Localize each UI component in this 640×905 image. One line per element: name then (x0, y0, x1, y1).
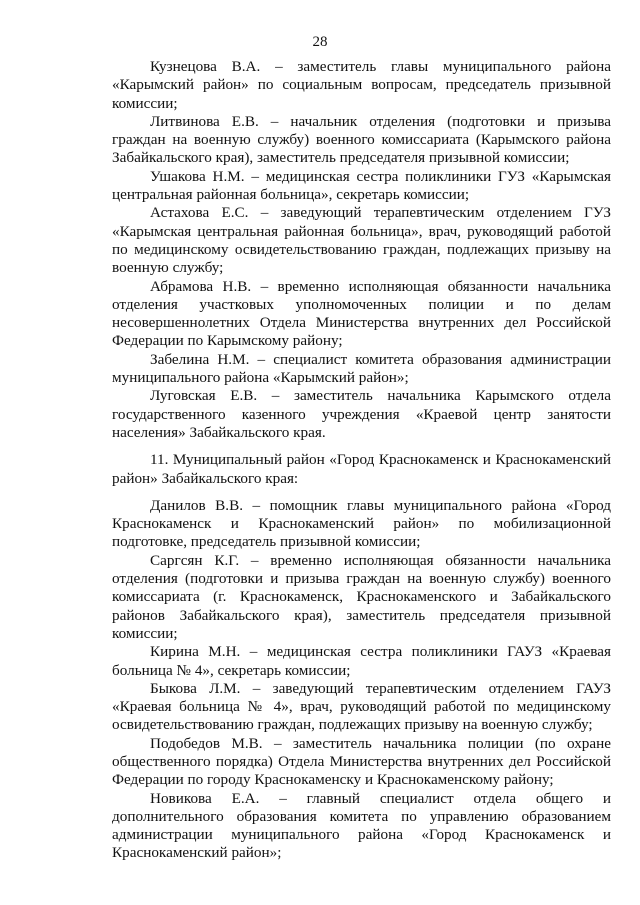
paragraph-litvinova: Литвинова Е.В. – начальник отделения (подготовки и призыва граждан на военную службу) военного комиссариата (Карымского района Забайкальского края), заместитель председателя призывной комиссии; (112, 112, 611, 167)
paragraph-novikova: Новикова Е.А. – главный специалист отдела общего и дополнительного образования комитета по управлению образованием администрации муниципального района «Город Краснокаменск и Краснокаменский район»; (112, 789, 611, 862)
paragraph-kuznetsova: Кузнецова В.А. – заместитель главы муниципального района «Карымский район» по социальным вопросам, председатель призывной комиссии; (112, 58, 611, 112)
page-number: 28 (312, 34, 328, 50)
paragraph-danilov: Данилов В.В. – помощник главы муниципального района «Город Краснокаменск и Краснокаменский район» по мобилизационной подготовке, председатель призывной комиссии; (112, 496, 611, 551)
paragraph-podobedov: Подобедов М.В. – заместитель начальника полиции (по охране общественного порядка) Отдела Министерства внутренних дел Российской Федерации по городу Краснокаменску и Краснокаменскому району; (112, 734, 611, 789)
paragraph-sargsyan: Саргсян К.Г. – временно исполняющая обязанности начальника отделения (подготовки и призыва граждан на военную службу) военного комиссариата (г. Краснокаменск, Краснокаменского и Забайкальского районов Забайкальского края), заместитель председателя призывной комиссии; (112, 551, 611, 642)
paragraph-lugovskaya: Луговская Е.В. – заместитель начальника Карымского отдела государственного казенного учреждения «Краевой центр занятости населения» Забайкальского края. (112, 387, 611, 441)
paragraph-kirina: Кирина М.Н. – медицинская сестра поликлиники ГАУЗ «Краевая больница № 4», секретарь комиссии; (112, 643, 611, 679)
paragraph-ushakova: Ушакова Н.М. – медицинская сестра поликлиники ГУЗ «Карымская центральная районная больница», секретарь комиссии; (112, 167, 611, 204)
paragraph-abramova: Абрамова Н.В. – временно исполняющая обязанности начальника отделения участковых уполномоченных полиции и по делам несовершеннолетних Отдела Министерства внутренних дел Российской Федерации по Карымскому району; (112, 277, 611, 350)
document-body (112, 58, 611, 863)
paragraph-astakhova: Астахова Е.С. – заведующий терапевтическим отделением ГУЗ «Карымская центральная районная больница», врач, руководящий работой по медицинскому освидетельствованию граждан, подлежащих призыву на военную службу; (112, 204, 611, 277)
section-heading-11: 11. Муниципальный район «Город Краснокаменск и Краснокаменский район» Забайкальского края: (112, 451, 611, 487)
paragraph-bykova: Быкова Л.М. – заведующий терапевтическим отделением ГАУЗ «Краевая больница № 4», врач, руководящий работой по медицинскому освидетельствованию граждан, подлежащих призыву на военную службу; (112, 679, 611, 734)
paragraph-zabelina: Забелина Н.М. – специалист комитета образования администрации муниципального района «Карымский район»; (112, 350, 611, 387)
